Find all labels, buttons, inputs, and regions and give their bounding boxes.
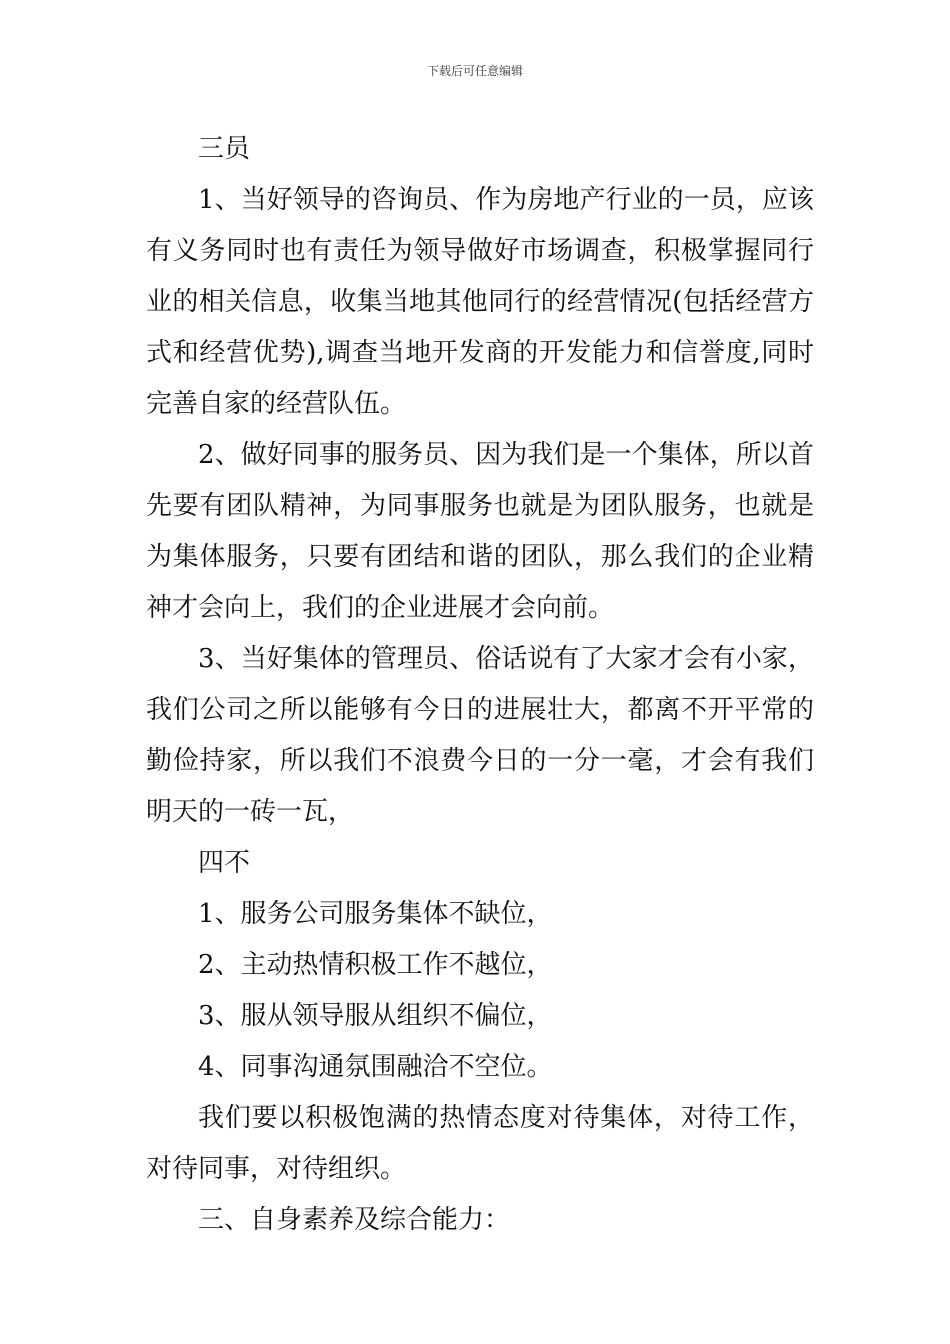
list-item-not-1: 1、服务公司服务集体不缺位， (198, 899, 553, 929)
section-heading-self-quality: 三、自身素养及综合能力： (198, 1205, 511, 1235)
paragraph-role-2: 2、做好同事的服务员、因为我们是一个集体，所以首先要有团队精神，为同事服务也就是为团队服务，也就是为集体服务，只要有团结和谐的团队，那么我们的企业精神才会向上，我们的企业进展才会向前。 (146, 440, 814, 623)
list-item-not-2: 2、主动热情积极工作不越位， (198, 950, 553, 980)
page-header-note: 下载后可任意编辑 (426, 64, 523, 78)
paragraph-role-1: 1、当好领导的咨询员、作为房地产行业的一员，应该有义务同时也有责任为领导做好市场调查，积极掌握同行业的相关信息，收集当地其他同行的经营情况(包括经营方式和经营优势),调查当地开发商的开发能力和信誉度,同时完善自家的经营队伍。 (146, 185, 814, 419)
paragraph-attitude: 我们要以积极饱满的热情态度对待集体，对待工作，对待同事，对待组织。 (146, 1103, 814, 1184)
list-item-not-3: 3、服从领导服从组织不偏位， (198, 1001, 553, 1031)
document-body (146, 124, 814, 1246)
list-item-not-4: 4、同事沟通氛围融洽不空位。 (198, 1052, 553, 1082)
section-heading-four-nots: 四不 (198, 848, 251, 878)
paragraph-role-3: 3、当好集体的管理员、俗话说有了大家才会有小家，我们公司之所以能够有今日的进展壮大，都离不开平常的勤俭持家，所以我们不浪费今日的一分一毫，才会有我们明天的一砖一瓦， (146, 644, 814, 827)
section-heading-three-roles: 三员 (198, 134, 251, 164)
